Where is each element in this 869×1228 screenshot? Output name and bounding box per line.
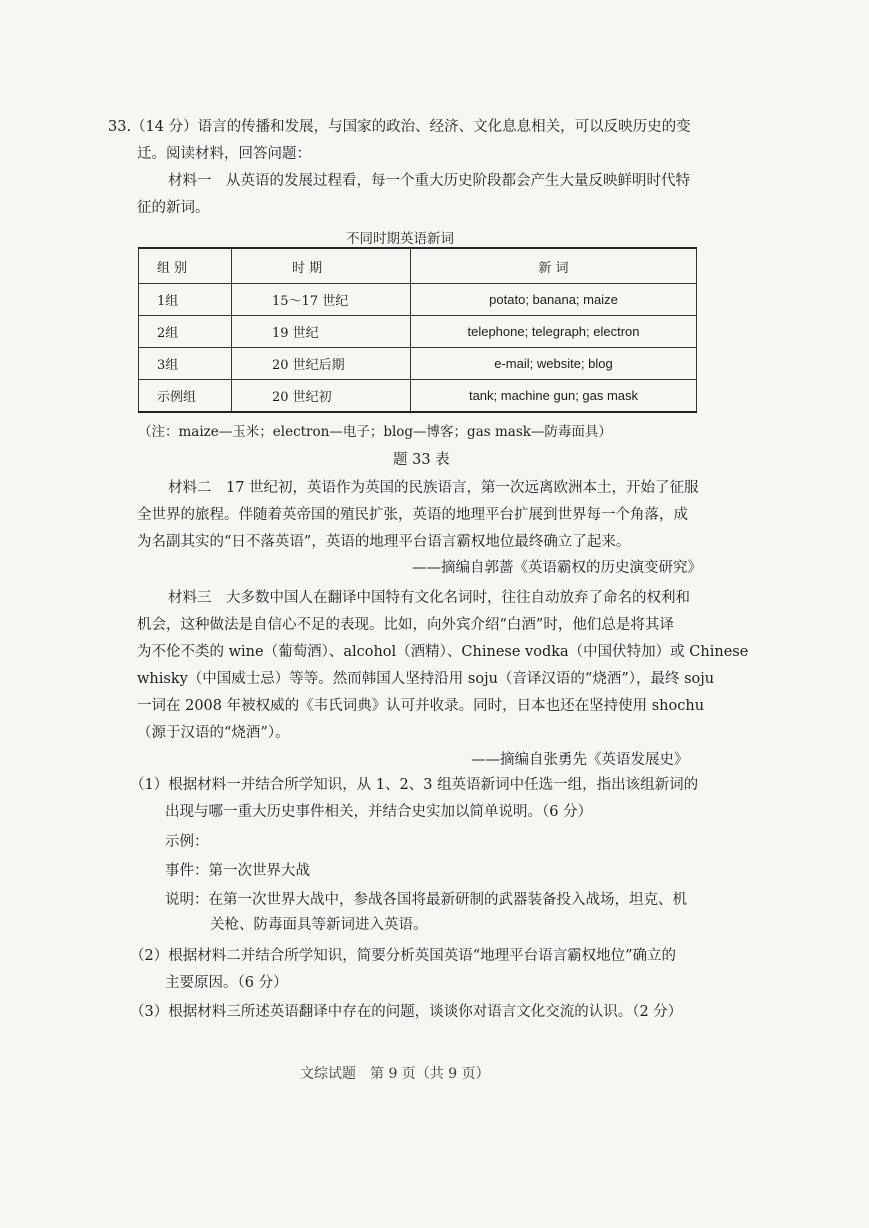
material-3-source: ——摘编自张勇先《英语发展史》 [471,752,689,768]
cell-group: 1组 [139,284,232,316]
cell-period: 19 世纪 [232,316,411,348]
material-2-source: ——摘编自郭蔷《英语霸权的历史演变研究》 [412,560,702,576]
table-row [139,348,697,380]
material-3-line-1: 材料三 大多数中国人在翻译中国特有文化名词时，往往自动放弃了命名的权利和 [168,590,690,606]
cell-period: 20 世纪初 [232,380,411,413]
table-row [139,316,697,348]
sub-question-1-line-2: 出现与哪一重大历史事件相关，并结合史实加以简单说明。（6 分） [165,804,593,820]
material-1-line-1: 材料一 从英语的发展过程看，每一个重大历史阶段都会产生大量反映鲜明时代特 [168,173,690,189]
header-period: 时 期 [232,248,411,284]
question-intro-line-2: 迁。阅读材料，回答问题： [137,146,311,162]
cell-group: 示例组 [139,380,232,413]
cell-period: 20 世纪后期 [232,348,411,380]
material-2-line-3: 为名副其实的“日不落英语”，英语的地理平台语言霸权地位最终确立了起来。 [137,534,631,550]
cell-words: potato; banana; maize [411,284,697,316]
example-event: 事件：第一次世界大战 [165,863,310,879]
header-group: 组 别 [139,248,232,284]
material-1-line-2: 征的新词。 [137,200,210,216]
table-header-row [139,248,697,284]
new-words-table [138,247,697,413]
cell-group: 3组 [139,348,232,380]
material-3-line-2: 机会，这种做法是自信心不足的表现。比如，向外宾介绍“白酒”时，他们总是将其译 [137,617,674,633]
cell-period: 15～17 世纪 [232,284,411,316]
table-row [139,380,697,413]
cell-words: tank; machine gun; gas mask [411,380,697,413]
header-words: 新 词 [411,248,697,284]
sub-question-3-line-1: （3）根据材料三所述英语翻译中存在的问题，谈谈你对语言文化交流的认识。（2 分） [130,1004,683,1020]
sub-question-1-line-1: （1）根据材料一并结合所学知识，从 1、2、3 组英语新词中任选一组，指出该组新词的 [130,777,699,793]
example-explanation-line-2: 关枪、防毒面具等新词进入英语。 [210,917,428,933]
page-footer [300,1055,490,1082]
example-label: 示例： [165,834,209,850]
material-2-line-2: 全世界的旅程。伴随着英帝国的殖民扩张，英语的地理平台扩展到世界每一个角落，成 [137,507,688,523]
table-label: 题 33 表 [393,452,450,468]
cell-group: 2组 [139,316,232,348]
cell-words: telephone; telegraph; electron [411,316,697,348]
page-footer-text: 文综试题 第 9 页（共 9 页） [300,1066,490,1082]
question-intro-line-1: 33.（14 分）语言的传播和发展，与国家的政治、经济、文化息息相关，可以反映历史的变 [108,119,691,135]
example-explanation-line-1: 说明：在第一次世界大战中，参战各国将最新研制的武器装备投入战场，坦克、机 [165,892,687,908]
material-3-line-3: 为不伦不类的 wine（葡萄酒）、alcohol（酒精）、Chinese vodka（中国伏特加）或 Chinese [137,644,749,660]
table-note: （注：maize—玉米；electron—电子；blog—博客；gas mask—防毒面具） [138,424,612,440]
material-3-line-4: whisky（中国威士忌）等等。然而韩国人坚持沿用 soju（音译汉语的“烧酒”），最终 soju [137,671,715,687]
cell-words: e-mail; website; blog [411,348,697,380]
table-caption: 不同时期英语新词 [346,231,454,247]
table-row [139,284,697,316]
material-3-line-6: （源于汉语的“烧酒”）。 [137,725,290,741]
sub-question-2-line-1: （2）根据材料二并结合所学知识，简要分析英国英语“地理平台语言霸权地位”确立的 [130,948,677,964]
sub-question-2-line-2: 主要原因。（6 分） [165,975,288,991]
material-3-line-5: 一词在 2008 年被权威的《韦氏词典》认可并收录。同时，日本也还在坚持使用 shochu [137,698,705,714]
material-2-line-1: 材料二 17 世纪初，英语作为英国的民族语言，第一次远离欧洲本土，开始了征服 [168,480,699,496]
